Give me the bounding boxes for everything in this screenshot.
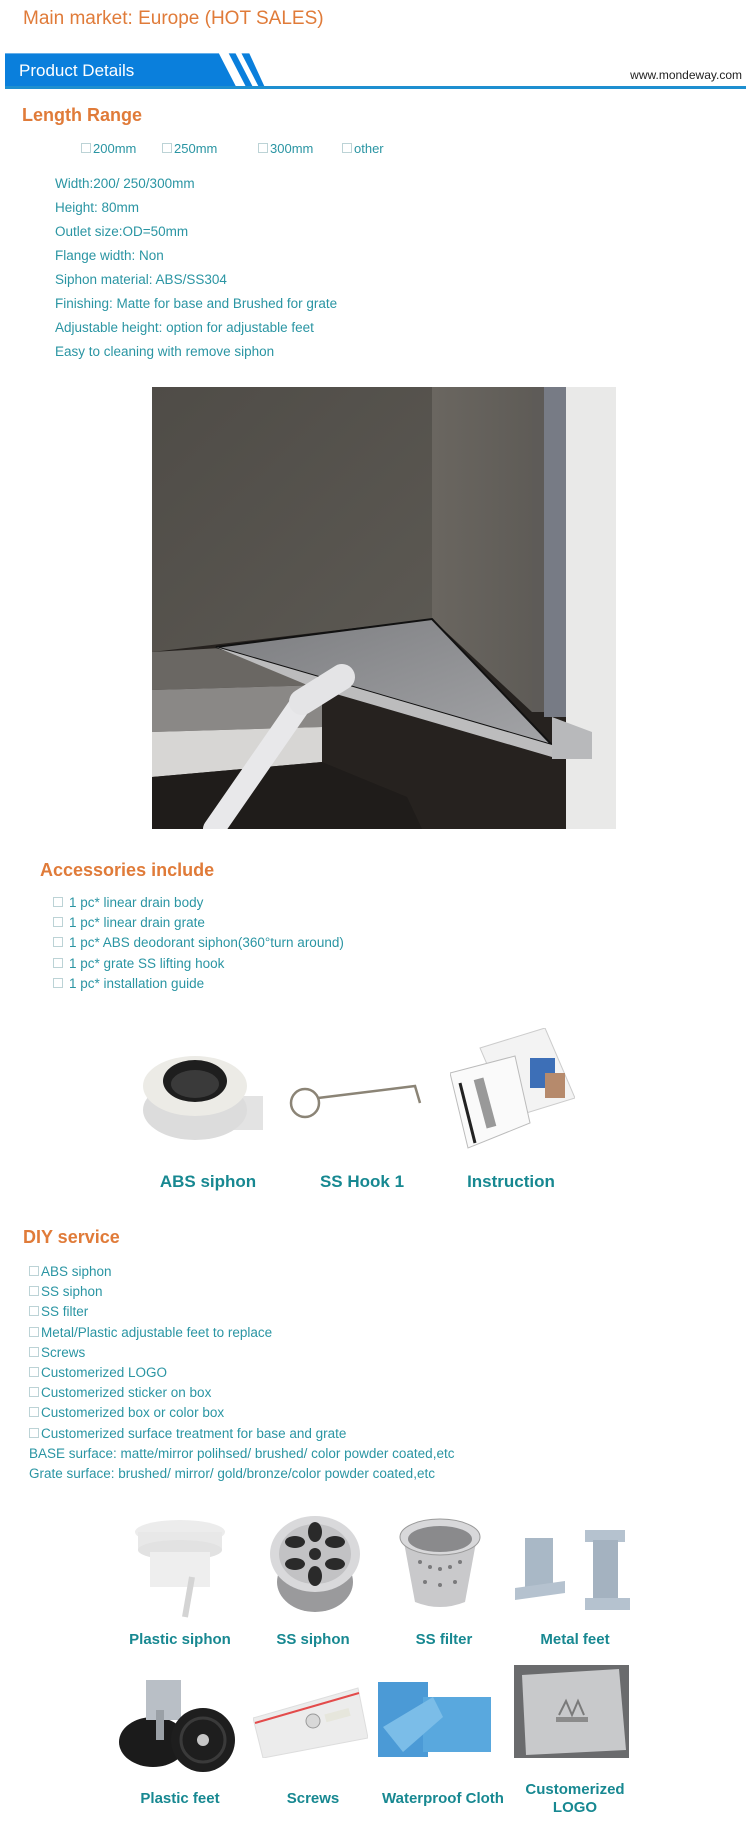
length-option-250[interactable]: 250mm [162,141,217,156]
diy-item: SS filter [29,1302,454,1322]
diy-item: SS siphon [29,1282,454,1302]
banner-underline [5,86,746,89]
checkbox-icon [81,143,91,153]
checkbox-icon [29,1327,39,1337]
spec-adjustable-height: Adjustable height: option for adjustable feet [55,320,314,335]
checkbox-icon [29,1428,39,1438]
accessories-title: Accessories include [40,860,215,880]
ss-hook-image [285,1078,430,1128]
checkbox-icon [53,937,63,947]
checkbox-icon [53,978,63,988]
length-option-300[interactable]: 300mm [258,141,313,156]
gallery-caption-abs-siphon: ABS siphon [159,1172,257,1191]
diy-caption-screws: Screws [286,1790,340,1807]
diy-caption-plastic-siphon: Plastic siphon [129,1631,231,1648]
diy-caption-ss-filter: SS filter [415,1631,473,1648]
diy-item: ABS siphon [29,1262,454,1282]
gallery-caption-ss-hook: SS Hook 1 [319,1172,405,1191]
plastic-siphon-image [130,1512,230,1622]
customized-logo-image [514,1665,629,1758]
spec-siphon-material: Siphon material: ABS/SS304 [55,272,227,287]
diy-item: Metal/Plastic adjustable feet to replace [29,1323,454,1343]
checkbox-icon [29,1347,39,1357]
waterproof-cloth-image [378,1682,493,1757]
abs-siphon-image [140,1048,280,1143]
diy-list [29,1262,454,1484]
spec-width: Width:200/ 250/300mm [55,176,195,191]
accessory-item: 1 pc* ABS deodorant siphon(360°turn around) [53,933,344,953]
diy-item: Customerized sticker on box [29,1383,454,1403]
checkbox-icon [342,143,352,153]
spec-finishing: Finishing: Matte for base and Brushed for grate [55,296,338,311]
diy-caption-plastic-feet: Plastic feet [140,1790,220,1807]
diy-item: Screws [29,1343,454,1363]
accessory-item: 1 pc* linear drain body [53,893,344,913]
screws-image [253,1683,368,1758]
plastic-feet-image [118,1670,238,1775]
accessory-item: 1 pc* installation guide [53,974,344,994]
checkbox-icon [258,143,268,153]
diy-item: Customerized box or color box [29,1403,454,1423]
diy-caption-metal-feet: Metal feet [540,1631,610,1648]
checkbox-icon [53,958,63,968]
spec-outlet: Outlet size:OD=50mm [55,224,189,239]
banner-title: Product Details [19,61,135,80]
checkbox-icon [29,1306,39,1316]
spec-list [55,172,337,364]
ss-filter-image [395,1512,485,1612]
checkbox-icon [29,1286,39,1296]
product-photo [152,387,616,829]
diy-item: Customerized surface treatment for base and grate [29,1424,454,1444]
diy-item: Customerized LOGO [29,1363,454,1383]
length-option-other[interactable]: other [342,141,384,156]
instruction-image [450,1028,575,1153]
accessory-item: 1 pc* linear drain grate [53,913,344,933]
spec-cleaning: Easy to cleaning with remove siphon [55,344,275,359]
checkbox-icon [29,1367,39,1377]
checkbox-icon [53,917,63,927]
checkbox-icon [162,143,172,153]
diy-caption-ss-siphon: SS siphon [276,1631,350,1648]
checkbox-icon [29,1407,39,1417]
website-link[interactable]: www.mondeway.com [630,68,742,82]
diy-caption-customized-logo: Customerized LOGO [525,1781,625,1816]
diy-title: DIY service [23,1227,120,1247]
main-market-heading: Main market: Europe (HOT SALES) [23,8,324,29]
diy-note-base: BASE surface: matte/mirror polihsed/ brushed/ color powder coated,etc [29,1445,455,1461]
checkbox-icon [29,1387,39,1397]
ss-siphon-image [265,1512,365,1617]
length-option-200[interactable]: 200mm [81,141,136,156]
diy-note-grate: Grate surface: brushed/ mirror/ gold/bronze/color powder coated,etc [29,1466,435,1482]
spec-flange: Flange width: Non [55,248,164,263]
diy-caption-waterproof-cloth: Waterproof Cloth [382,1790,504,1807]
accessories-list [53,893,344,994]
length-range-title: Length Range [22,105,142,125]
accessory-item: 1 pc* grate SS lifting hook [53,954,344,974]
gallery-caption-instruction: Instruction [467,1172,555,1191]
spec-height: Height: 80mm [55,200,140,215]
checkbox-icon [53,897,63,907]
checkbox-icon [29,1266,39,1276]
metal-feet-image [515,1530,635,1615]
